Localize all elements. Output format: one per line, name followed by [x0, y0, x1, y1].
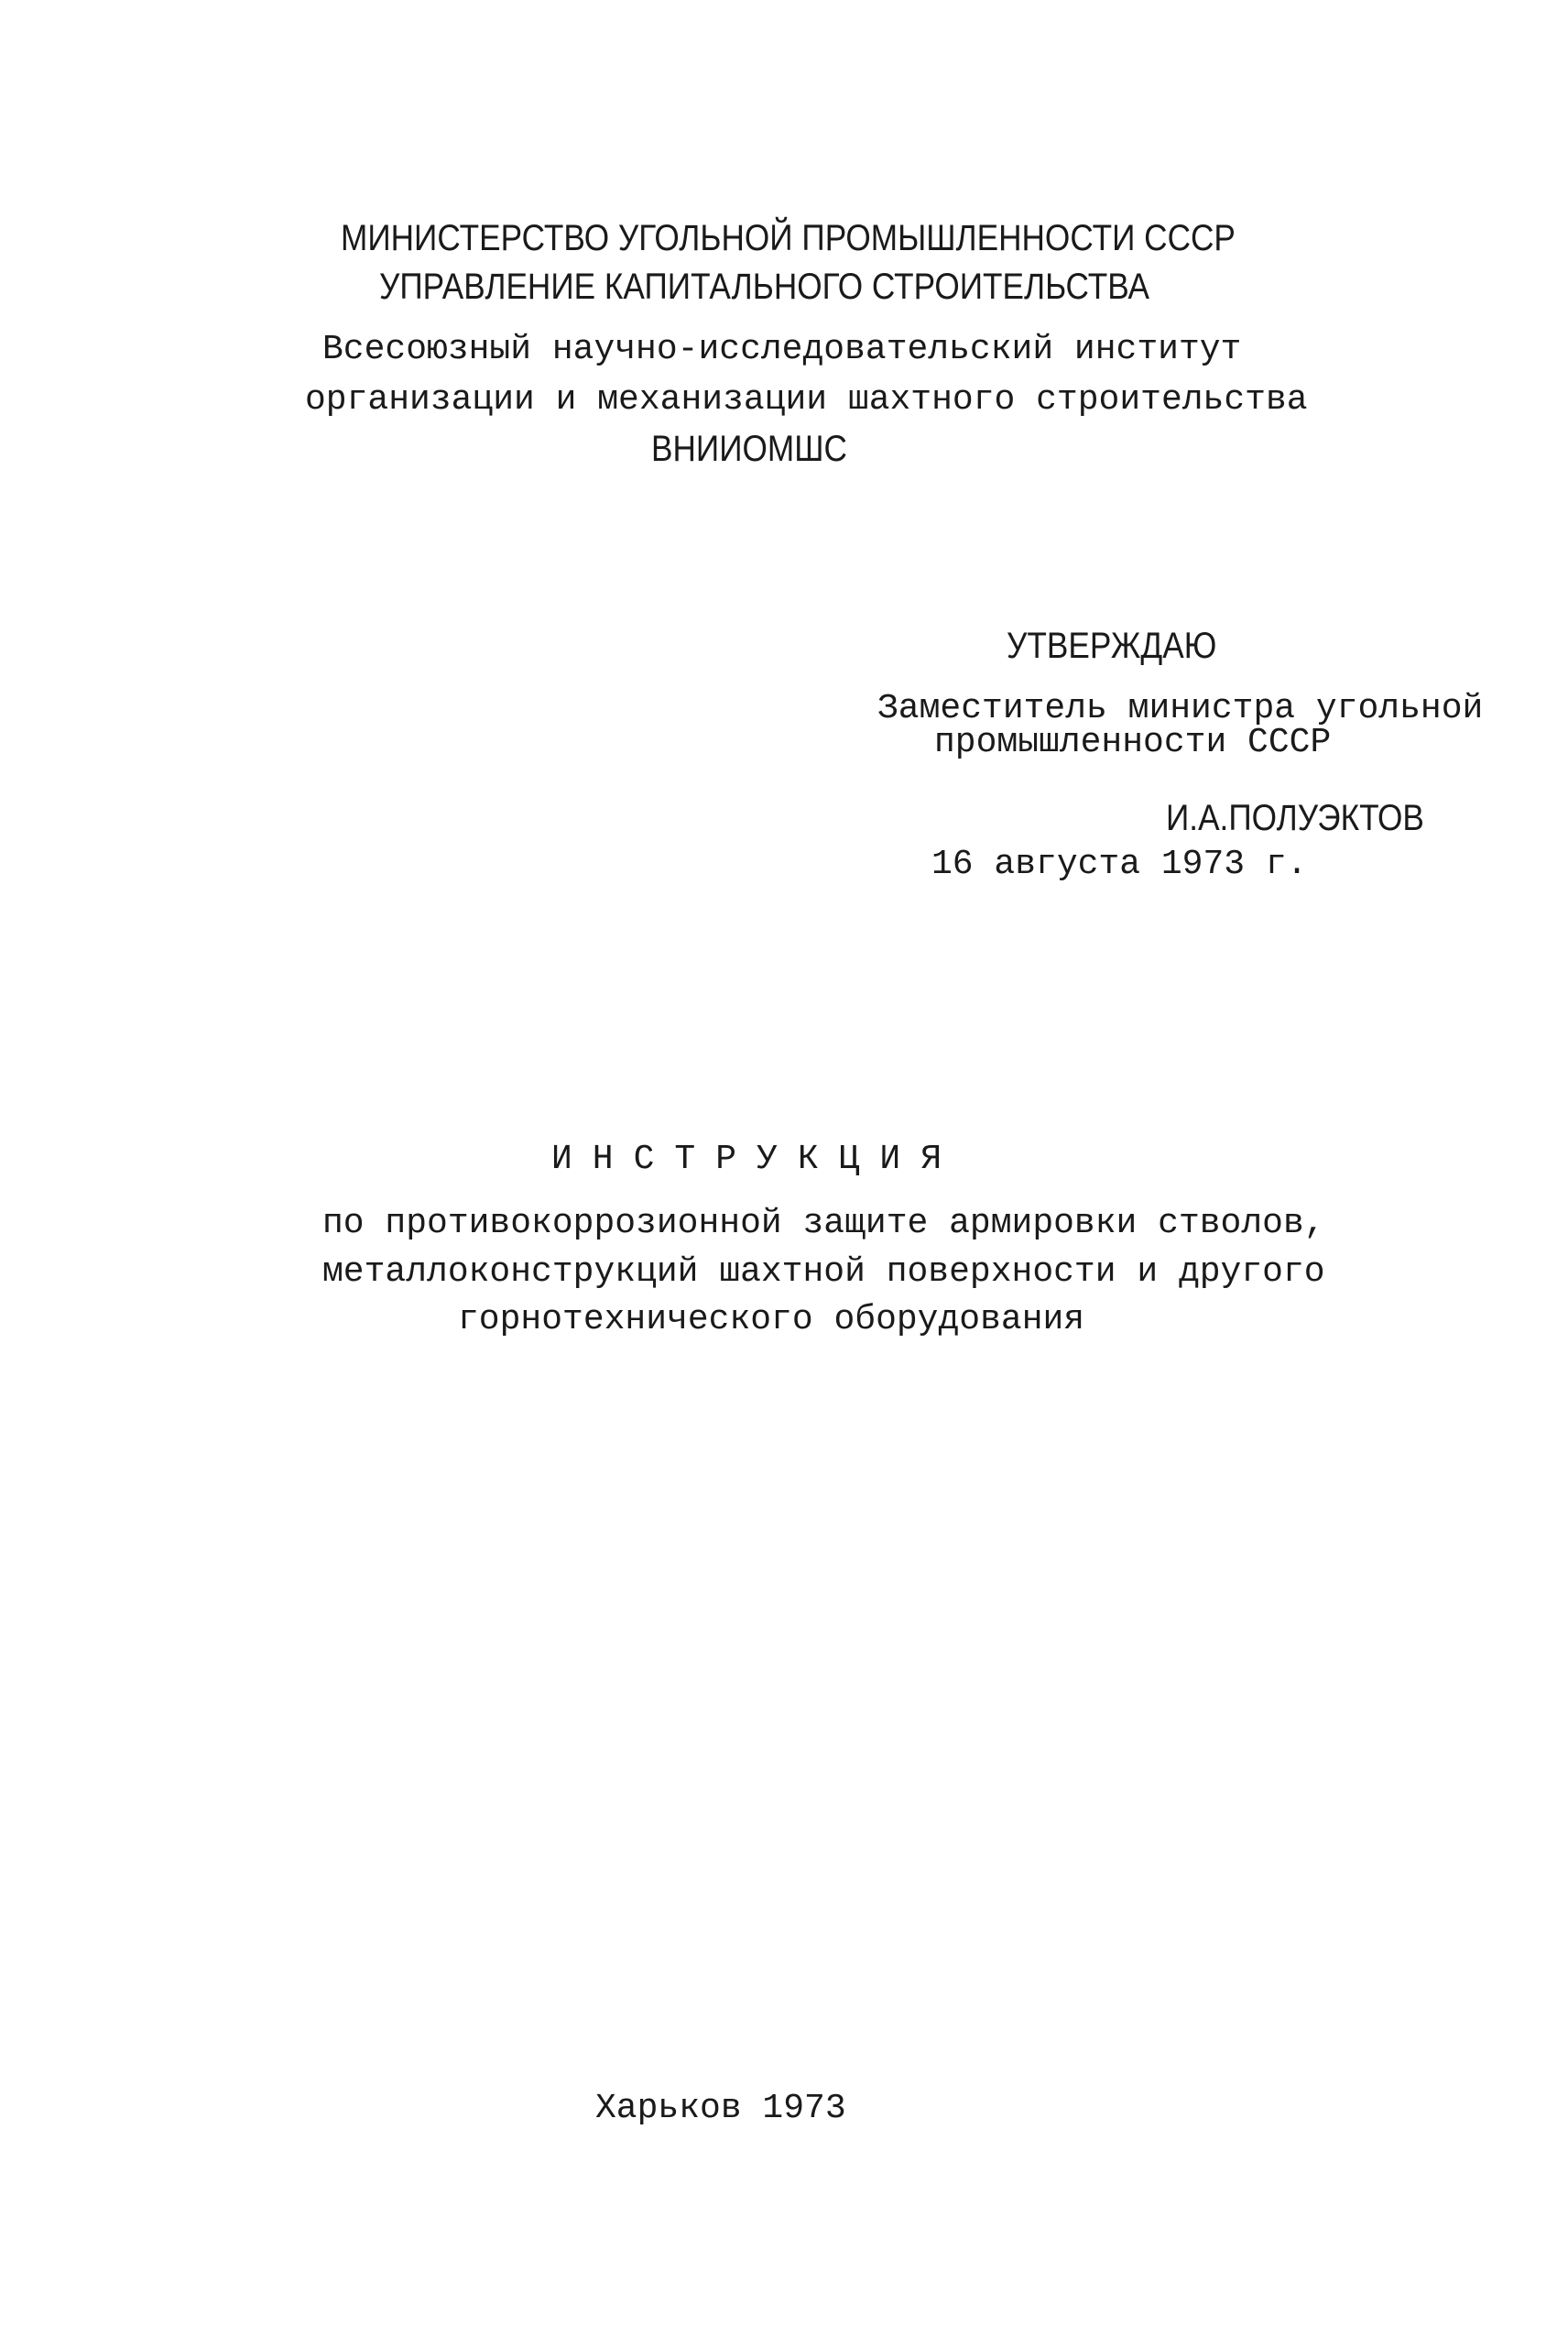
institute-name-line-1: Всесоюзный научно-исследовательский институт — [322, 330, 1242, 369]
ministry-title: МИНИСТЕРСТВО УГОЛЬНОЙ ПРОМЫШЛЕННОСТИ СССР — [341, 218, 1236, 258]
approval-date: 16 августа 1973 г. — [931, 845, 1308, 884]
institute-name-line-2: организации и механизации шахтного строительства — [305, 380, 1308, 420]
document-heading: ИНСТРУКЦИЯ — [551, 1140, 963, 1179]
department-title: УПРАВЛЕНИЕ КАПИТАЛЬНОГО СТРОИТЕЛЬСТВА — [379, 267, 1150, 307]
approver-name: И.А.ПОЛУЭКТОВ — [1166, 798, 1424, 838]
document-subtitle-line-2: металлоконструкций шахтной поверхности и другого — [322, 1252, 1325, 1292]
institute-abbreviation: ВНИИОМШС — [651, 429, 847, 469]
approver-position-line-2: промышленности СССР — [934, 723, 1332, 762]
document-subtitle-line-1: по противокоррозионной защите армировки стволов, — [322, 1204, 1325, 1243]
document-subtitle-line-3: горнотехнического оборудования — [458, 1300, 1085, 1339]
approve-label: УТВЕРЖДАЮ — [1007, 626, 1217, 666]
approver-position-line-1: Заместитель министра угольной — [877, 689, 1484, 728]
publication-place-year: Харьков 1973 — [595, 2089, 846, 2128]
